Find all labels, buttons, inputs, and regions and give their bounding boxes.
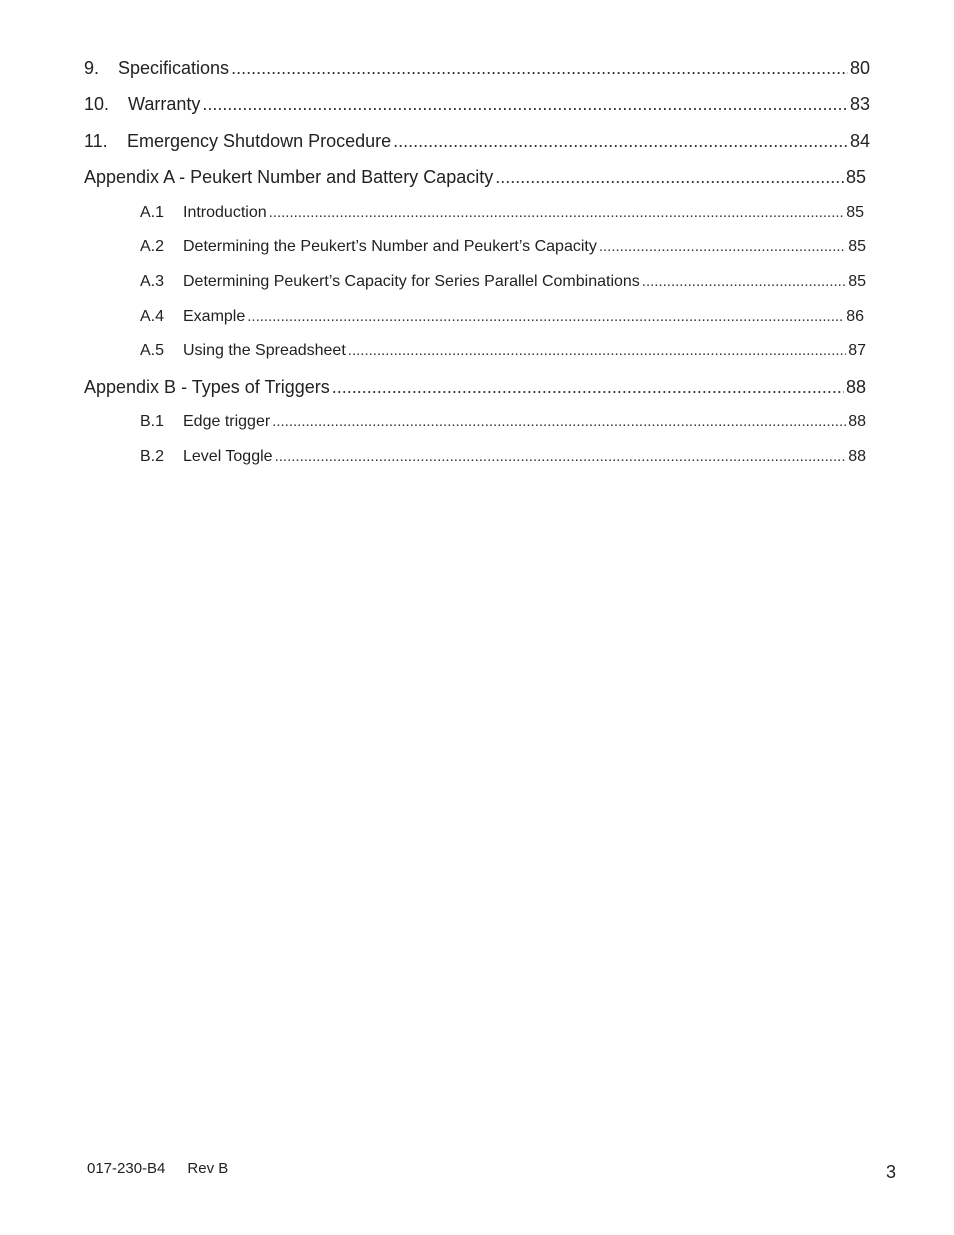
toc-entry-page: 88	[848, 448, 866, 465]
toc-entry-number: A.3	[140, 273, 165, 290]
toc-entry-specifications[interactable]	[84, 58, 870, 79]
toc-entry-number: 11.	[84, 131, 108, 151]
toc-dot-leader	[332, 377, 844, 398]
toc-entry-page: 83	[849, 94, 870, 114]
toc-entry-b2[interactable]	[140, 448, 866, 466]
toc-entry-number: A.4	[140, 308, 165, 325]
toc-entry-title: Using the Spreadsheet	[183, 342, 346, 359]
toc-entry-page: 85	[845, 167, 866, 187]
toc-entry-emergency-shutdown[interactable]	[84, 131, 870, 152]
toc-entry-title: Appendix A - Peukert Number and Battery Capacity	[84, 167, 494, 187]
toc-dot-leader	[495, 167, 844, 188]
document-revision: Rev B	[187, 1160, 229, 1177]
toc-dot-leader	[393, 131, 848, 152]
toc-entry-a5[interactable]	[140, 342, 866, 360]
toc-entry-title: Edge trigger	[183, 413, 271, 430]
toc-entry-appendix-b[interactable]	[84, 377, 866, 398]
toc-entry-title: Warranty	[128, 94, 201, 114]
toc-entry-number: B.2	[140, 448, 165, 465]
toc-entry-title: Determining the Peukert’s Number and Peukert’s Capacity	[183, 238, 597, 255]
toc-dot-leader	[247, 308, 844, 326]
toc-entry-page: 88	[845, 377, 866, 397]
toc-entry-title: Emergency Shutdown Procedure	[127, 131, 392, 151]
page-number: 3	[886, 1162, 897, 1182]
toc-dot-leader	[202, 94, 848, 115]
toc-entry-number: B.1	[140, 413, 165, 430]
toc-entry-title: Level Toggle	[183, 448, 273, 465]
toc-entry-page: 80	[849, 58, 870, 78]
toc-entry-number: 10.	[84, 94, 110, 114]
toc-entry-title: Appendix B - Types of Triggers	[84, 377, 330, 397]
toc-entry-page: 85	[848, 238, 866, 255]
toc-entry-a2[interactable]	[140, 238, 866, 256]
toc-entry-a3[interactable]	[140, 273, 866, 291]
toc-entry-number: A.5	[140, 342, 165, 359]
footer-document-id	[87, 1160, 228, 1177]
toc-entry-title: Determining Peukert’s Capacity for Series Parallel Combinations	[183, 273, 640, 290]
toc-entry-a1[interactable]	[140, 204, 864, 222]
toc-dot-leader	[599, 238, 846, 256]
toc-dot-leader	[348, 342, 846, 360]
toc-entry-title: Introduction	[183, 204, 267, 221]
toc-entry-page: 87	[848, 342, 866, 359]
toc-entry-page: 85	[848, 273, 866, 290]
toc-entry-number: A.1	[140, 204, 165, 221]
toc-entry-page: 88	[848, 413, 866, 430]
toc-entry-number: A.2	[140, 238, 165, 255]
toc-entry-appendix-a[interactable]	[84, 167, 866, 188]
toc-dot-leader	[275, 448, 847, 466]
toc-entry-title: Specifications	[118, 58, 230, 78]
toc-entry-a4[interactable]	[140, 308, 864, 326]
toc-entry-title: Example	[183, 308, 246, 325]
toc-entry-b1[interactable]	[140, 413, 866, 431]
toc-entry-warranty[interactable]	[84, 94, 870, 115]
toc-entry-number: 9.	[84, 58, 100, 78]
toc-entry-page: 84	[849, 131, 870, 151]
toc-dot-leader	[272, 413, 846, 431]
toc-dot-leader	[269, 204, 845, 222]
document-number: 017-230-B4	[87, 1160, 166, 1177]
toc-dot-leader	[642, 273, 846, 291]
toc-dot-leader	[231, 58, 848, 79]
toc-entry-page: 85	[846, 204, 864, 221]
toc-entry-page: 86	[846, 308, 864, 325]
